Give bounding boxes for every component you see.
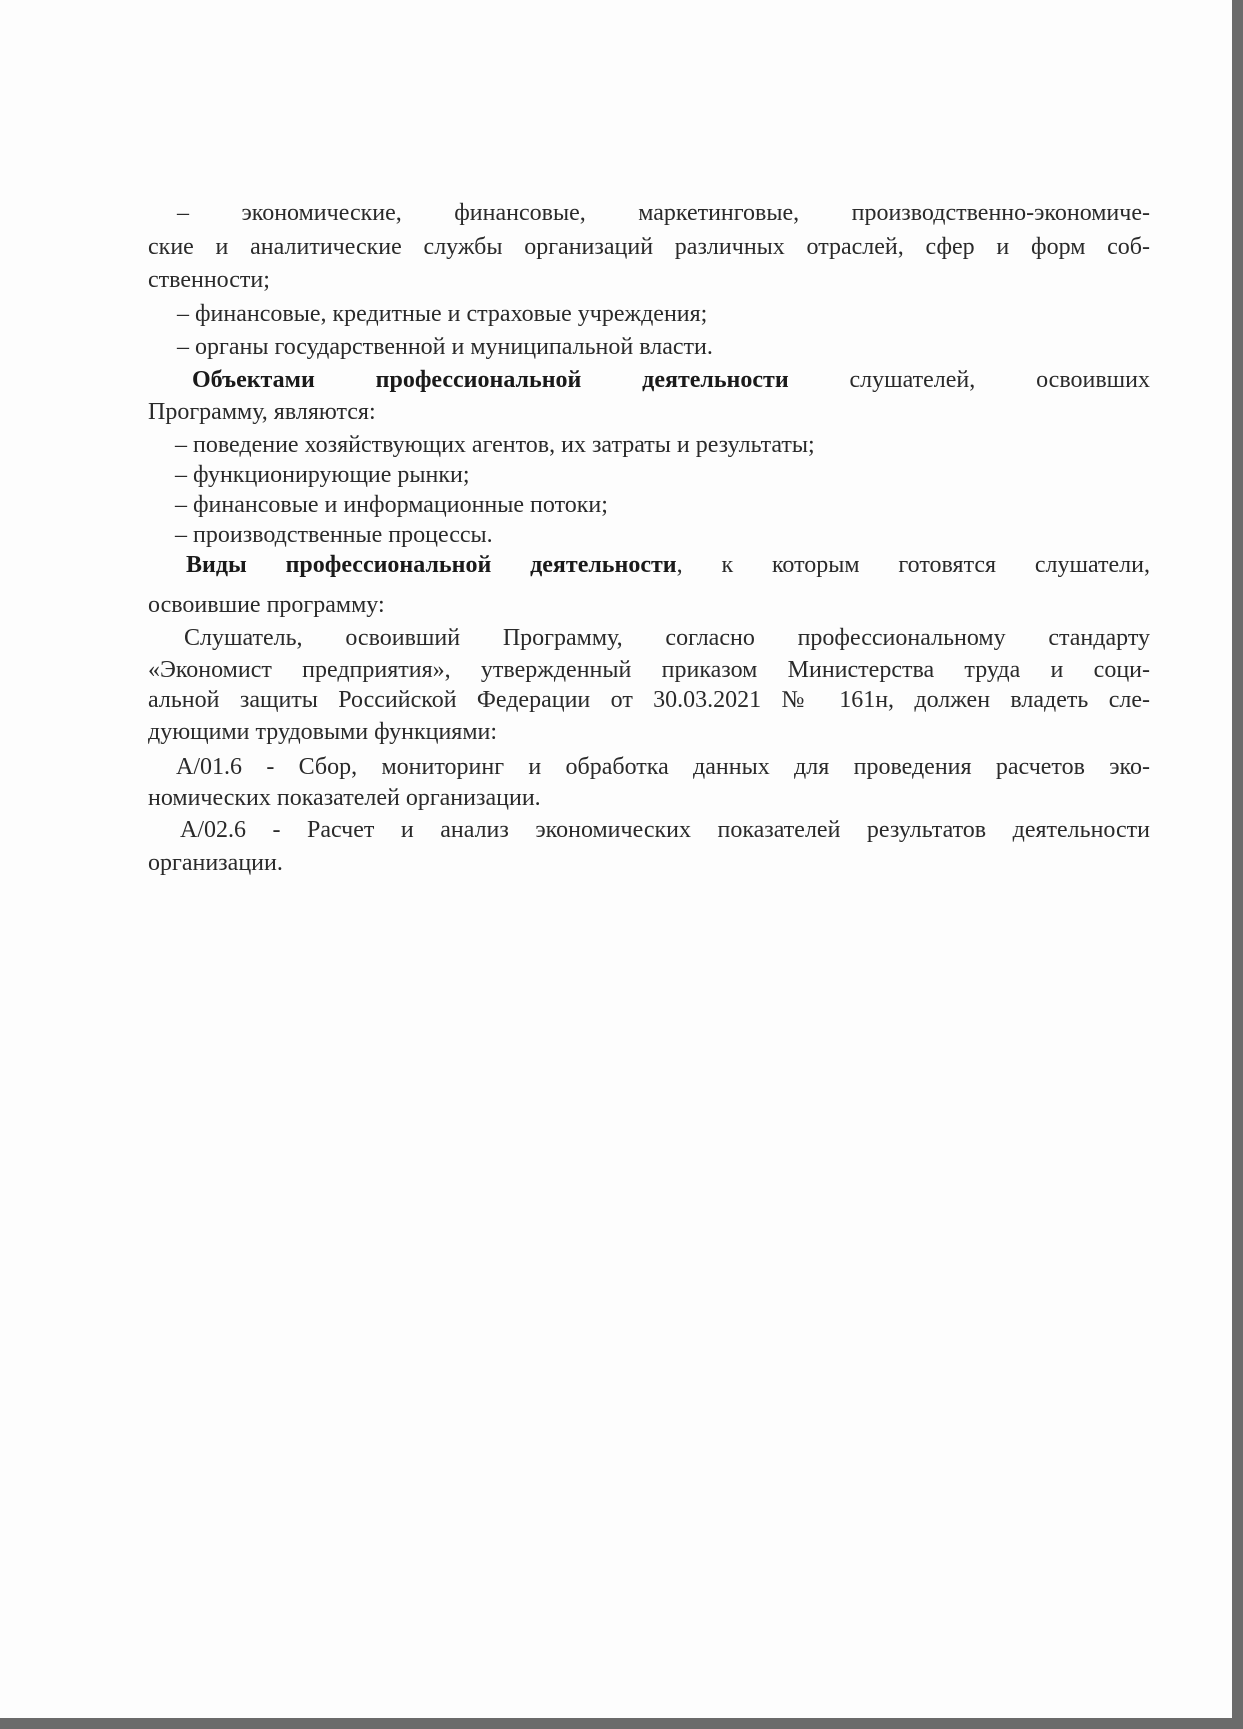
text-line: альной защиты Российской Федерации от 30.03.2021 № 161н, должен владеть сле- [148, 687, 1150, 713]
text-line: организации. [148, 850, 283, 876]
text-line: Слушатель, освоивший Программу, согласно профессиональному стандарту [184, 625, 1150, 651]
list-item: – органы государственной и муниципальной власти. [177, 334, 713, 360]
text-line: номических показателей организации. [148, 785, 541, 811]
objects-heading: Объектами профессиональной деятельности [192, 367, 789, 393]
list-item: – финансовые и информационные потоки; [175, 492, 608, 518]
text-line: ские и аналитические службы организаций различных отраслей, сфер и форм соб- [148, 234, 1150, 260]
function-a02: А/02.6 - Расчет и анализ экономических показателей результатов деятельности [180, 817, 1150, 843]
text-fragment: , к которым готовятся слушатели, [676, 552, 1151, 578]
list-item: – производственные процессы. [175, 522, 493, 548]
function-a01: А/01.6 - Сбор, мониторинг и обработка данных для проведения расчетов эко- [176, 754, 1150, 780]
objects-heading-line [192, 365, 1150, 395]
list-item: – финансовые, кредитные и страховые учреждения; [177, 301, 708, 327]
text-line: Программу, являются: [148, 399, 376, 425]
text-line: ственности; [148, 267, 270, 293]
text-line: дующими трудовыми функциями: [148, 719, 498, 745]
text-fragment: слушателей, освоивших [788, 367, 1150, 393]
text-line: – экономические, финансовые, маркетинговые, производственно-экономиче- [177, 200, 1150, 226]
text-line: освоившие программу: [148, 592, 385, 618]
list-item: – поведение хозяйствующих агентов, их затраты и результаты; [175, 432, 815, 458]
kinds-heading-line [186, 550, 1150, 580]
list-item: – функционирующие рынки; [175, 462, 470, 488]
kinds-heading: Виды профессиональной деятельности [186, 552, 677, 578]
text-line: «Экономист предприятия», утвержденный приказом Министерства труда и соци- [148, 657, 1150, 683]
